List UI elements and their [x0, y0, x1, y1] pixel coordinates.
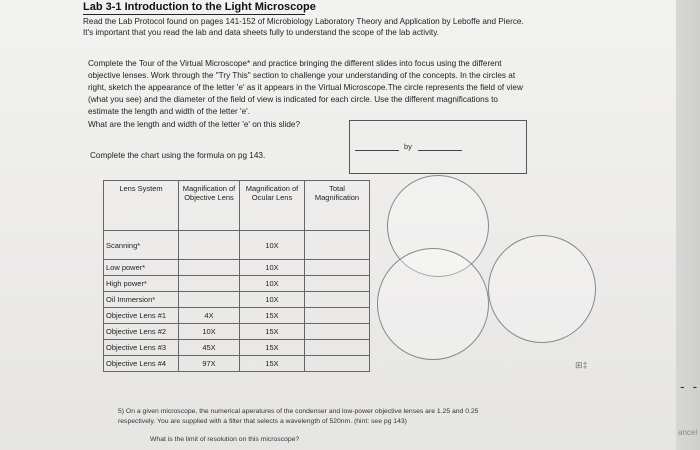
lens-system-cell: Objective Lens #4 — [104, 356, 179, 372]
table-row — [104, 340, 370, 356]
instruction-line-1: Complete the Tour of the Virtual Microscope* and practice bringing the different slides into focus using the different — [88, 59, 502, 68]
table-row — [104, 308, 370, 324]
table-row — [104, 276, 370, 292]
instruction-line-2: objective lenses. Work through the "Try This" section to challenge your understanding of the concepts. In the circles at — [88, 71, 516, 80]
by-label: by — [404, 142, 412, 151]
total-mag-cell[interactable] — [305, 292, 370, 308]
intro-line-1: Read the Lab Protocol found on pages 141-152 of Microbiology Laboratory Theory and Application by Leboffe and Pierce. — [83, 17, 524, 26]
ocular-mag-cell: 15X — [240, 308, 305, 324]
answer-box[interactable] — [349, 120, 527, 174]
ocular-mag-cell: 15X — [240, 324, 305, 340]
objective-mag-cell: 97X — [179, 356, 240, 372]
objective-mag-cell[interactable] — [179, 276, 240, 292]
question-length-width: What are the length and width of the letter 'e' on this slide? — [88, 120, 301, 129]
lens-system-cell: Low power* — [104, 260, 179, 276]
chart-prompt: Complete the chart using the formula on pg 143. — [90, 151, 266, 160]
objective-mag-cell: 45X — [179, 340, 240, 356]
table-row — [104, 231, 370, 260]
magnification-table — [103, 180, 370, 372]
ocular-mag-cell: 10X — [240, 276, 305, 292]
field-of-view-circle-2[interactable] — [377, 248, 489, 360]
width-blank[interactable] — [418, 150, 462, 151]
objective-mag-cell[interactable] — [179, 292, 240, 308]
lens-system-cell: Objective Lens #3 — [104, 340, 179, 356]
question-5-line-1: 5) On a given microscope, the numerical aperatures of the condenser and low-power objective lenses are 1.25 and 0.25 — [118, 408, 479, 415]
total-mag-cell[interactable] — [305, 231, 370, 260]
objective-mag-cell: 10X — [179, 324, 240, 340]
table-row — [104, 292, 370, 308]
intro-line-2: It's important that you read the lab and data sheets fully to understand the scope of the lab activity. — [83, 28, 439, 37]
ocular-mag-cell: 10X — [240, 260, 305, 276]
field-of-view-circle-3[interactable] — [488, 235, 596, 343]
ocular-mag-cell: 10X — [240, 231, 305, 260]
total-mag-cell[interactable] — [305, 340, 370, 356]
instruction-line-5: estimate the length and width of the letter 'e'. — [88, 107, 250, 116]
lens-system-cell: Oil Immersion* — [104, 292, 179, 308]
table-row — [104, 260, 370, 276]
total-mag-cell[interactable] — [305, 308, 370, 324]
total-mag-cell[interactable] — [305, 260, 370, 276]
ocular-mag-cell: 10X — [240, 292, 305, 308]
table-header-row — [104, 181, 370, 231]
ocular-mag-cell: 15X — [240, 356, 305, 372]
instruction-line-3: right, sketch the appearance of the letter 'e' as it appears in the Virtual Microscope.The circle represents the field of view — [88, 83, 523, 92]
side-dashes: - - — [680, 378, 700, 394]
lens-system-cell: High power* — [104, 276, 179, 292]
total-mag-cell[interactable] — [305, 356, 370, 372]
cancel-link[interactable]: ancel — [678, 428, 698, 437]
title-underline — [83, 14, 305, 15]
instruction-line-4: (what you see) and the diameter of the field of view is indicated for each circle. Use the different magnifications to — [88, 95, 498, 104]
length-blank[interactable] — [355, 150, 399, 151]
table-row — [104, 324, 370, 340]
ocular-mag-cell: 15X — [240, 340, 305, 356]
objective-mag-cell: 4X — [179, 308, 240, 324]
objective-mag-cell[interactable] — [179, 231, 240, 260]
header-lens-system: Lens System — [104, 181, 179, 231]
lens-system-cell: Objective Lens #2 — [104, 324, 179, 340]
header-objective-mag: Magnification of Objective Lens — [179, 181, 240, 231]
objective-mag-cell[interactable] — [179, 260, 240, 276]
page-title: Lab 3-1 Introduction to the Light Microscope — [83, 1, 316, 13]
resize-handle-icon[interactable]: ⊞‡ — [575, 360, 588, 370]
question-5-prompt: What is the limit of resolution on this microscope? — [150, 436, 300, 443]
total-mag-cell[interactable] — [305, 276, 370, 292]
total-mag-cell[interactable] — [305, 324, 370, 340]
header-total-mag: Total Magnification — [305, 181, 370, 231]
table-row — [104, 356, 370, 372]
lens-system-cell: Objective Lens #1 — [104, 308, 179, 324]
header-ocular-mag: Magnification of Ocular Lens — [240, 181, 305, 231]
lens-system-cell: Scanning* — [104, 231, 179, 260]
question-5-line-2: respectively. You are supplied with a filter that selects a wavelength of 520nm. (hint: see pg 143) — [118, 418, 407, 425]
